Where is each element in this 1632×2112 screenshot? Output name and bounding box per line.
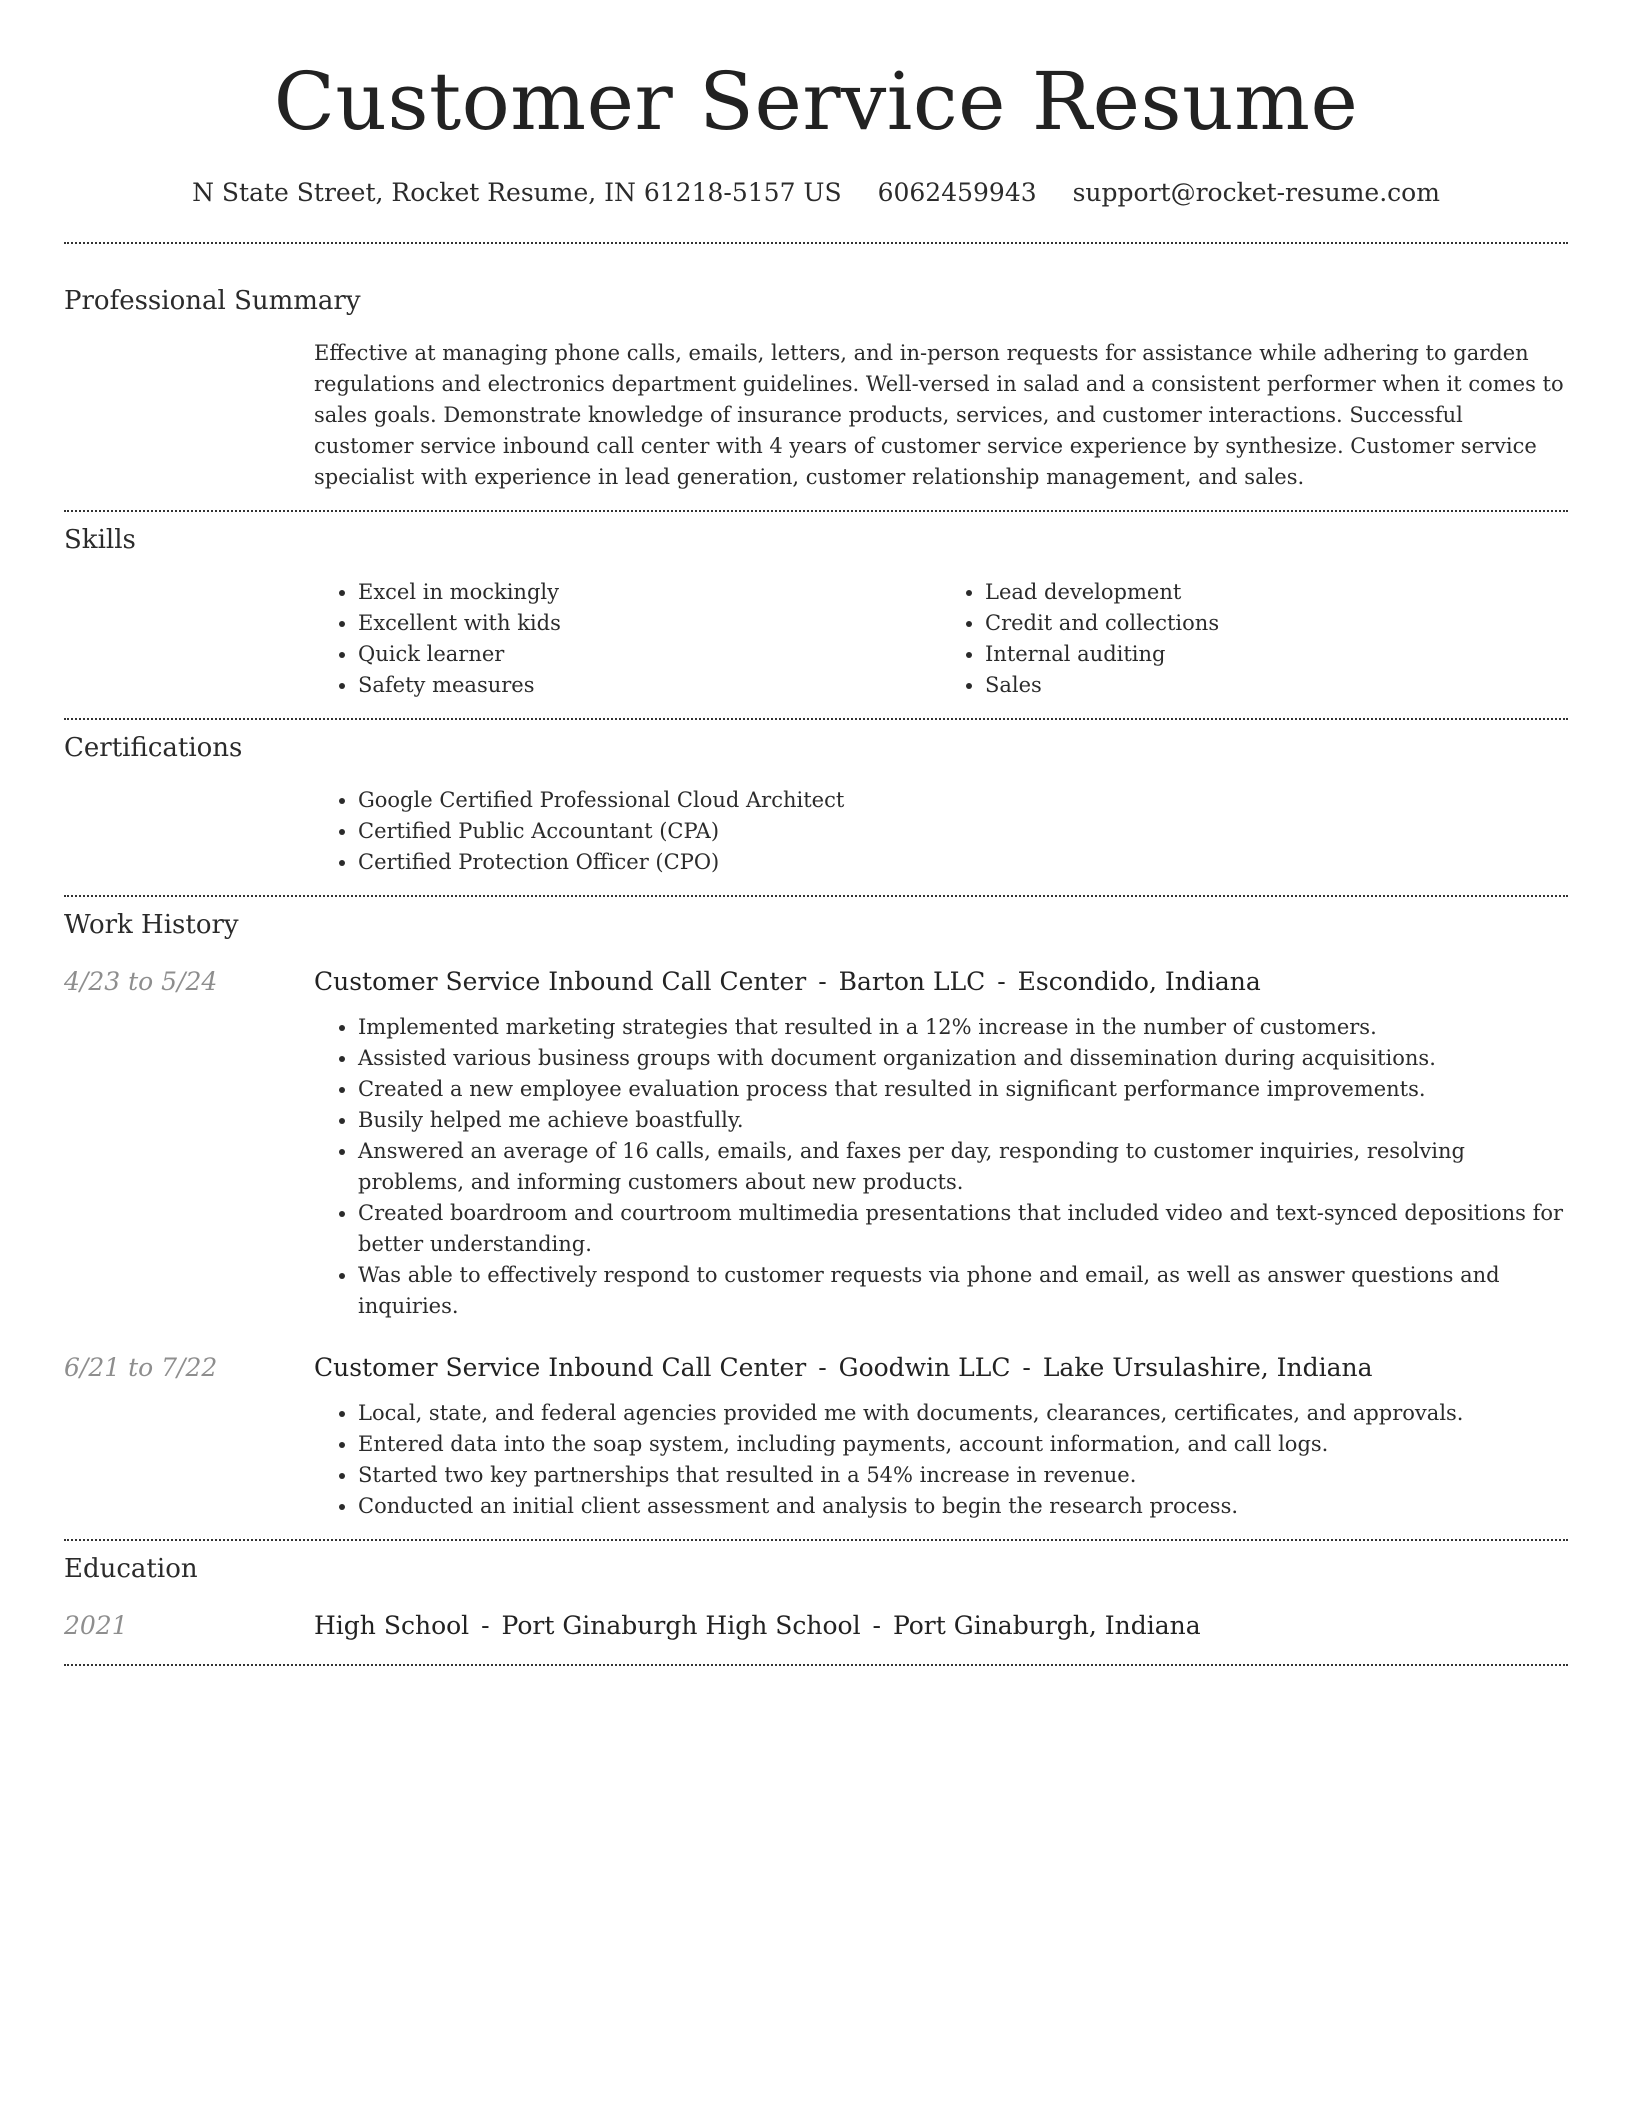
job-location: Escondido, Indiana: [1017, 967, 1261, 996]
job-bullet: • Entered data into the soap system, including payments, account information, and call logs.: [358, 1429, 1568, 1460]
job-bullets: [314, 1012, 1568, 1322]
contact-phone: 6062459943: [877, 178, 1037, 207]
job-location: Lake Ursulashire, Indiana: [1042, 1353, 1373, 1382]
certifications-list: [314, 785, 1568, 878]
skills-list-left: [314, 577, 941, 701]
work-heading: Work History: [64, 910, 239, 940]
summary-text: Effective at managing phone calls, emails, letters, and in-person requests for assistance while adhering to garden regulations and electronics department guidelines. Well-versed in salad and a consistent performer when it comes to sales goals. Demonstrate knowledge of insurance products, services, and customer interactions. Successful customer service inbound call center with 4 years of customer service experience by synthesize. Customer service specialist with experience in lead generation, customer relationship management, and sales.: [314, 341, 1564, 489]
job-bullet: • Local, state, and federal agencies provided me with documents, clearances, certificates, and approvals.: [358, 1398, 1568, 1429]
education-location: Port Ginaburgh, Indiana: [892, 1611, 1201, 1640]
job-bullet: • Answered an average of 16 calls, emails, and faxes per day, responding to customer inquiries, resolving problems, and informing customers about new products.: [358, 1136, 1568, 1198]
skill-item: • Quick learner: [358, 639, 941, 670]
summary-section: [64, 244, 1568, 493]
job-role: Customer Service Inbound Call Center: [314, 967, 807, 996]
job-entry: [64, 1350, 1568, 1522]
skill-item: • Safety measures: [358, 670, 941, 701]
job-role: Customer Service Inbound Call Center: [314, 1353, 807, 1382]
job-bullets: [314, 1398, 1568, 1522]
job-bullet: • Was able to effectively respond to customer requests via phone and email, as well as answer questions and inquiries.: [358, 1260, 1568, 1322]
skills-heading: Skills: [64, 525, 136, 555]
education-entry: [64, 1608, 1568, 1644]
job-company: Barton LLC: [838, 967, 986, 996]
education-body: [314, 1608, 1568, 1644]
contact-address: N State Street, Rocket Resume, IN 61218-5157 US: [192, 178, 842, 207]
certification-item: • Google Certified Professional Cloud Architect: [358, 785, 1568, 816]
summary-heading: Professional Summary: [64, 286, 361, 316]
education-title: High School - Port Ginaburgh High School - Port Ginaburgh, Indiana: [314, 1611, 1201, 1640]
certification-item: • Certified Public Accountant (CPA): [358, 816, 1568, 847]
contact-email: support@rocket-resume.com: [1072, 178, 1440, 207]
job-body: [314, 1350, 1568, 1522]
job-title: Customer Service Inbound Call Center - Goodwin LLC - Lake Ursulashire, Indiana: [314, 1353, 1373, 1382]
skill-item: • Internal auditing: [985, 639, 1568, 670]
education-heading: Education: [64, 1554, 198, 1584]
job-bullet: • Created boardroom and courtroom multimedia presentations that included video and text-synced depositions for better understanding.: [358, 1198, 1568, 1260]
job-dates: 4/23 to 5/24: [64, 967, 218, 996]
skills-section: [64, 512, 1568, 701]
skill-item: • Excellent with kids: [358, 608, 941, 639]
job-title: Customer Service Inbound Call Center - Barton LLC - Escondido, Indiana: [314, 967, 1261, 996]
education-degree: High School: [314, 1611, 470, 1640]
education-divider: [64, 1664, 1568, 1666]
job-bullet: • Implemented marketing strategies that resulted in a 12% increase in the number of customers.: [358, 1012, 1568, 1043]
contact-line: [64, 176, 1568, 210]
skill-item: • Excel in mockingly: [358, 577, 941, 608]
job-bullet: • Busily helped me achieve boastfully.: [358, 1105, 1568, 1136]
certifications-content: [314, 785, 1568, 878]
certification-item: • Certified Protection Officer (CPO): [358, 847, 1568, 878]
skills-list-right: [941, 577, 1568, 701]
job-bullet: • Created a new employee evaluation process that resulted in significant performance improvements.: [358, 1074, 1568, 1105]
work-section: [64, 897, 1568, 1522]
certifications-section: [64, 720, 1568, 878]
job-body: [314, 964, 1568, 1322]
education-section: [64, 1541, 1568, 1644]
job-bullet: • Assisted various business groups with document organization and dissemination during acquisitions.: [358, 1043, 1568, 1074]
skill-item: • Credit and collections: [985, 608, 1568, 639]
summary-content: [314, 338, 1568, 493]
skill-item: • Sales: [985, 670, 1568, 701]
skill-item: • Lead development: [985, 577, 1568, 608]
job-company: Goodwin LLC: [838, 1353, 1011, 1382]
education-year: 2021: [64, 1611, 128, 1640]
certifications-heading: Certifications: [64, 733, 243, 763]
job-bullet: • Conducted an initial client assessment and analysis to begin the research process.: [358, 1491, 1568, 1522]
skills-grid: [314, 577, 1568, 701]
job-entry: [64, 964, 1568, 1322]
job-dates: 6/21 to 7/22: [64, 1353, 218, 1382]
job-bullet: • Started two key partnerships that resulted in a 54% increase in revenue.: [358, 1460, 1568, 1491]
resume-name: Customer Service Resume: [273, 55, 1359, 148]
education-school: Port Ginaburgh High School: [501, 1611, 861, 1640]
